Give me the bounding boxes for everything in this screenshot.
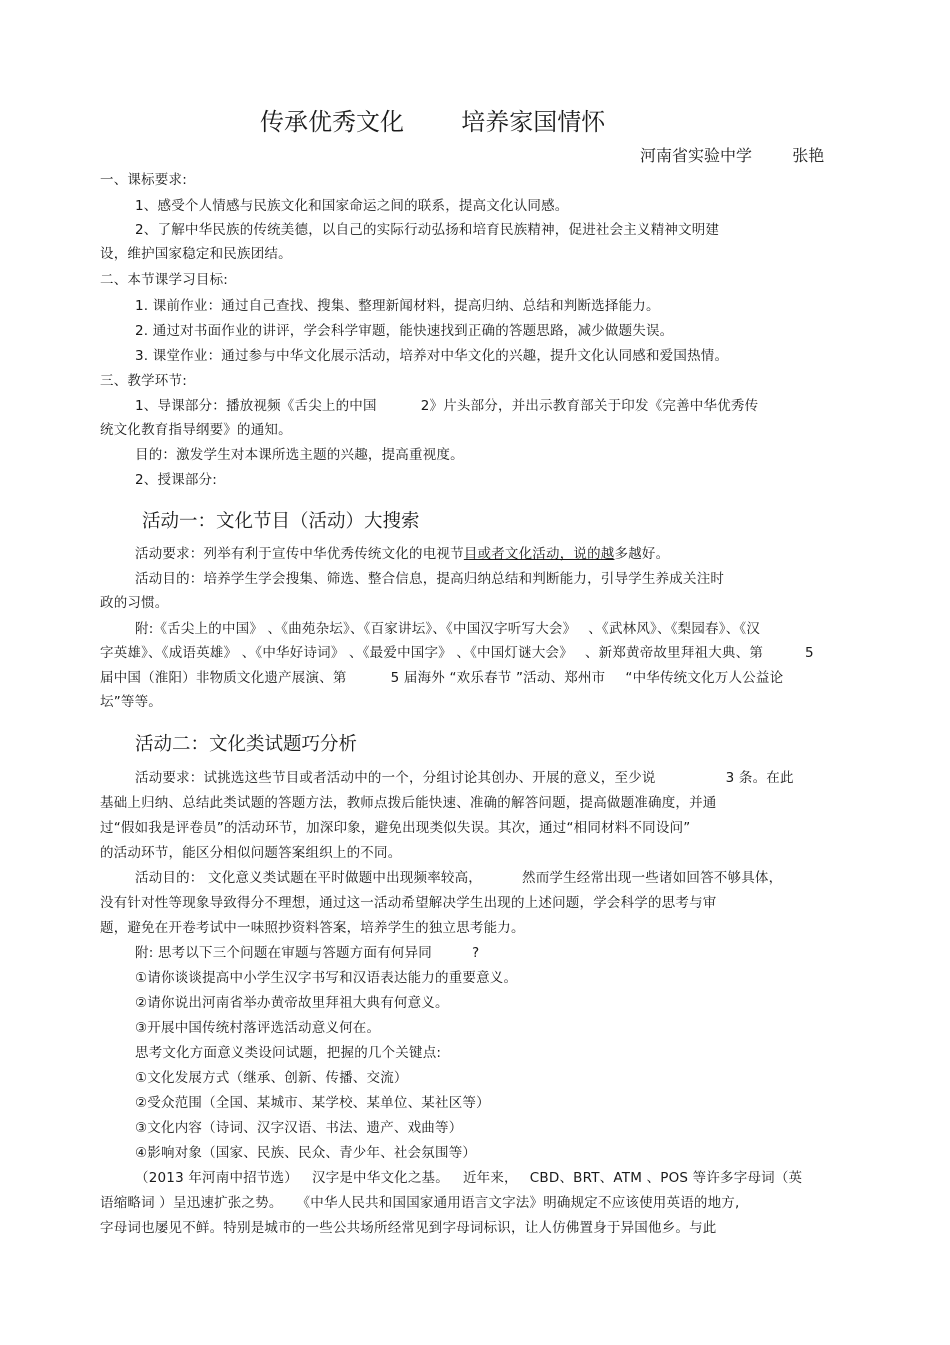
underlined-text: 目或者文化活动，说的越 [463, 546, 615, 562]
title-part-2: 培养家国情怀 [461, 108, 606, 136]
key-point-1: ①文化发展方式（继承、创新、传播、交流） [135, 1070, 408, 1086]
question-2: ②请你说出河南省举办黄帝故里拜祖大典有何意义。 [135, 995, 449, 1011]
paragraph: 过“假如我是评卷员”的活动环节，加深印象，避免出现类似失误。其次，通过“相同材料不同设问” [100, 820, 691, 836]
paragraph: 活动要求：列举有利于宣传中华优秀传统文化的电视节目或者文化活动，说的越多越好。 [135, 546, 670, 562]
paragraph: 活动目的： 文化意义类试题在平时做题中出现频率较高， 然而学生经常出现一些诸如回答不够具体， [135, 870, 783, 886]
paragraph: 届中国（淮阳）非物质文化遗产展演、第 5 届海外 “欢乐春节 ”活动、郑州市 “中华传统文化万人公益论 [100, 670, 784, 686]
section-heading-1: 一、课标要求: [100, 172, 187, 188]
title-part-1: 传承优秀文化 [260, 108, 404, 136]
author-school: 河南省实验中学 [640, 146, 753, 165]
paragraph: 的活动环节，能区分相似问题答案组织上的不同。 [100, 845, 402, 861]
paragraph: 1、感受个人情感与民族文化和国家命运之间的联系，提高文化认同感。 [135, 198, 569, 214]
paragraph: 语缩略词 ）呈迅速扩张之势。 《中华人民共和国国家通用语言文字法》明确规定不应该使用英语的地方, [100, 1195, 740, 1211]
paragraph: 活动目的：培养学生学会搜集、筛选、整合信息，提高归纳总结和判断能力，引导学生养成关注时 [135, 571, 725, 587]
paragraph: 1. 课前作业：通过自己查找、搜集、整理新闻材料，提高归纳、总结和判断选择能力。 [135, 298, 660, 314]
author-name: 张艳 [792, 146, 825, 165]
paragraph: 附:《舌尖上的中国》 、《曲苑杂坛》、《百家讲坛》、《中国汉字听写大会》 、《武林风》、《梨园春》、《汉 [135, 621, 761, 637]
paragraph: 政的习惯。 [100, 595, 169, 611]
key-point-4: ④影响对象（国家、民族、民众、青少年、社会氛围等） [135, 1145, 477, 1161]
paragraph: 基础上归纳、总结此类试题的答题方法，教师点拨后能快速、准确的解答问题，提高做题准确度，并通 [100, 795, 717, 811]
paragraph: 字英雄》、《成语英雄》 、《中华好诗词》 、《最爱中国字》 、《中国灯谜大会》 、新郑黄帝故里拜祖大典、第 5 [100, 645, 814, 661]
paragraph: 2、授课部分: [135, 472, 218, 488]
key-point-3: ③文化内容（诗词、汉字汉语、书法、遗产、戏曲等） [135, 1120, 463, 1136]
paragraph: 2、了解中华民族的传统美德，以自己的实际行动弘扬和培育民族精神，促进社会主义精神文明建 [135, 222, 720, 238]
question-3: ③开展中国传统村落评选活动意义何在。 [135, 1020, 381, 1036]
paragraph: 设，维护国家稳定和民族团结。 [100, 246, 292, 262]
paragraph: 目的：激发学生对本课所选主题的兴趣，提高重视度。 [135, 447, 464, 463]
section-heading-3: 三、教学环节: [100, 373, 187, 389]
paragraph: 3. 课堂作业：通过参与中华文化展示活动，培养对中华文化的兴趣，提升文化认同感和爱国热情。 [135, 348, 729, 364]
paragraph: 2. 通过对书面作业的讲评，学会科学审题，能快速找到正确的答题思路，减少做题失误。 [135, 323, 674, 339]
paragraph: 坛”等等。 [100, 694, 162, 710]
activity-2-heading: 活动二：文化类试题巧分析 [135, 734, 358, 755]
paragraph: 1、导课部分：播放视频《舌尖上的中国 2》片头部分，并出示教育部关于印发《完善中华优秀传 [135, 398, 759, 414]
paragraph: 活动要求：试挑选这些节目或者活动中的一个，分组讨论其创办、开展的意义，至少说 3 条。在此 [135, 770, 794, 786]
section-heading-2: 二、本节课学习目标: [100, 272, 229, 288]
paragraph: 字母词也屡见不鲜。特别是城市的一些公共场所经常见到字母词标识，让人仿佛置身于异国他乡。与此 [100, 1220, 717, 1236]
paragraph: （2013 年河南中招节选） 汉字是中华文化之基。 近年来， CBD、BRT、ATM 、POS 等许多字母词（英 [135, 1170, 803, 1186]
key-point-2: ②受众范围（全国、某城市、某学校、某单位、某社区等） [135, 1095, 490, 1111]
paragraph: 附: 思考以下三个问题在审题与答题方面有何异同 ? [135, 945, 480, 961]
question-1: ①请你谈谈提高中小学生汉字书写和汉语表达能力的重要意义。 [135, 970, 518, 986]
activity-1-heading: 活动一：文化节目（活动）大搜索 [142, 511, 420, 532]
key-points-heading: 思考文化方面意义类设问试题，把握的几个关键点: [135, 1045, 442, 1061]
author-line [640, 143, 824, 166]
paragraph: 题，避免在开卷考试中一味照抄资料答案，培养学生的独立思考能力。 [100, 920, 525, 936]
paragraph: 没有针对性等现象导致得分不理想，通过这一活动希望解决学生出现的上述问题，学会科学的思考与审 [100, 895, 717, 911]
paragraph: 统文化教育指导纲要》的通知。 [100, 422, 292, 438]
page-title [260, 102, 605, 137]
